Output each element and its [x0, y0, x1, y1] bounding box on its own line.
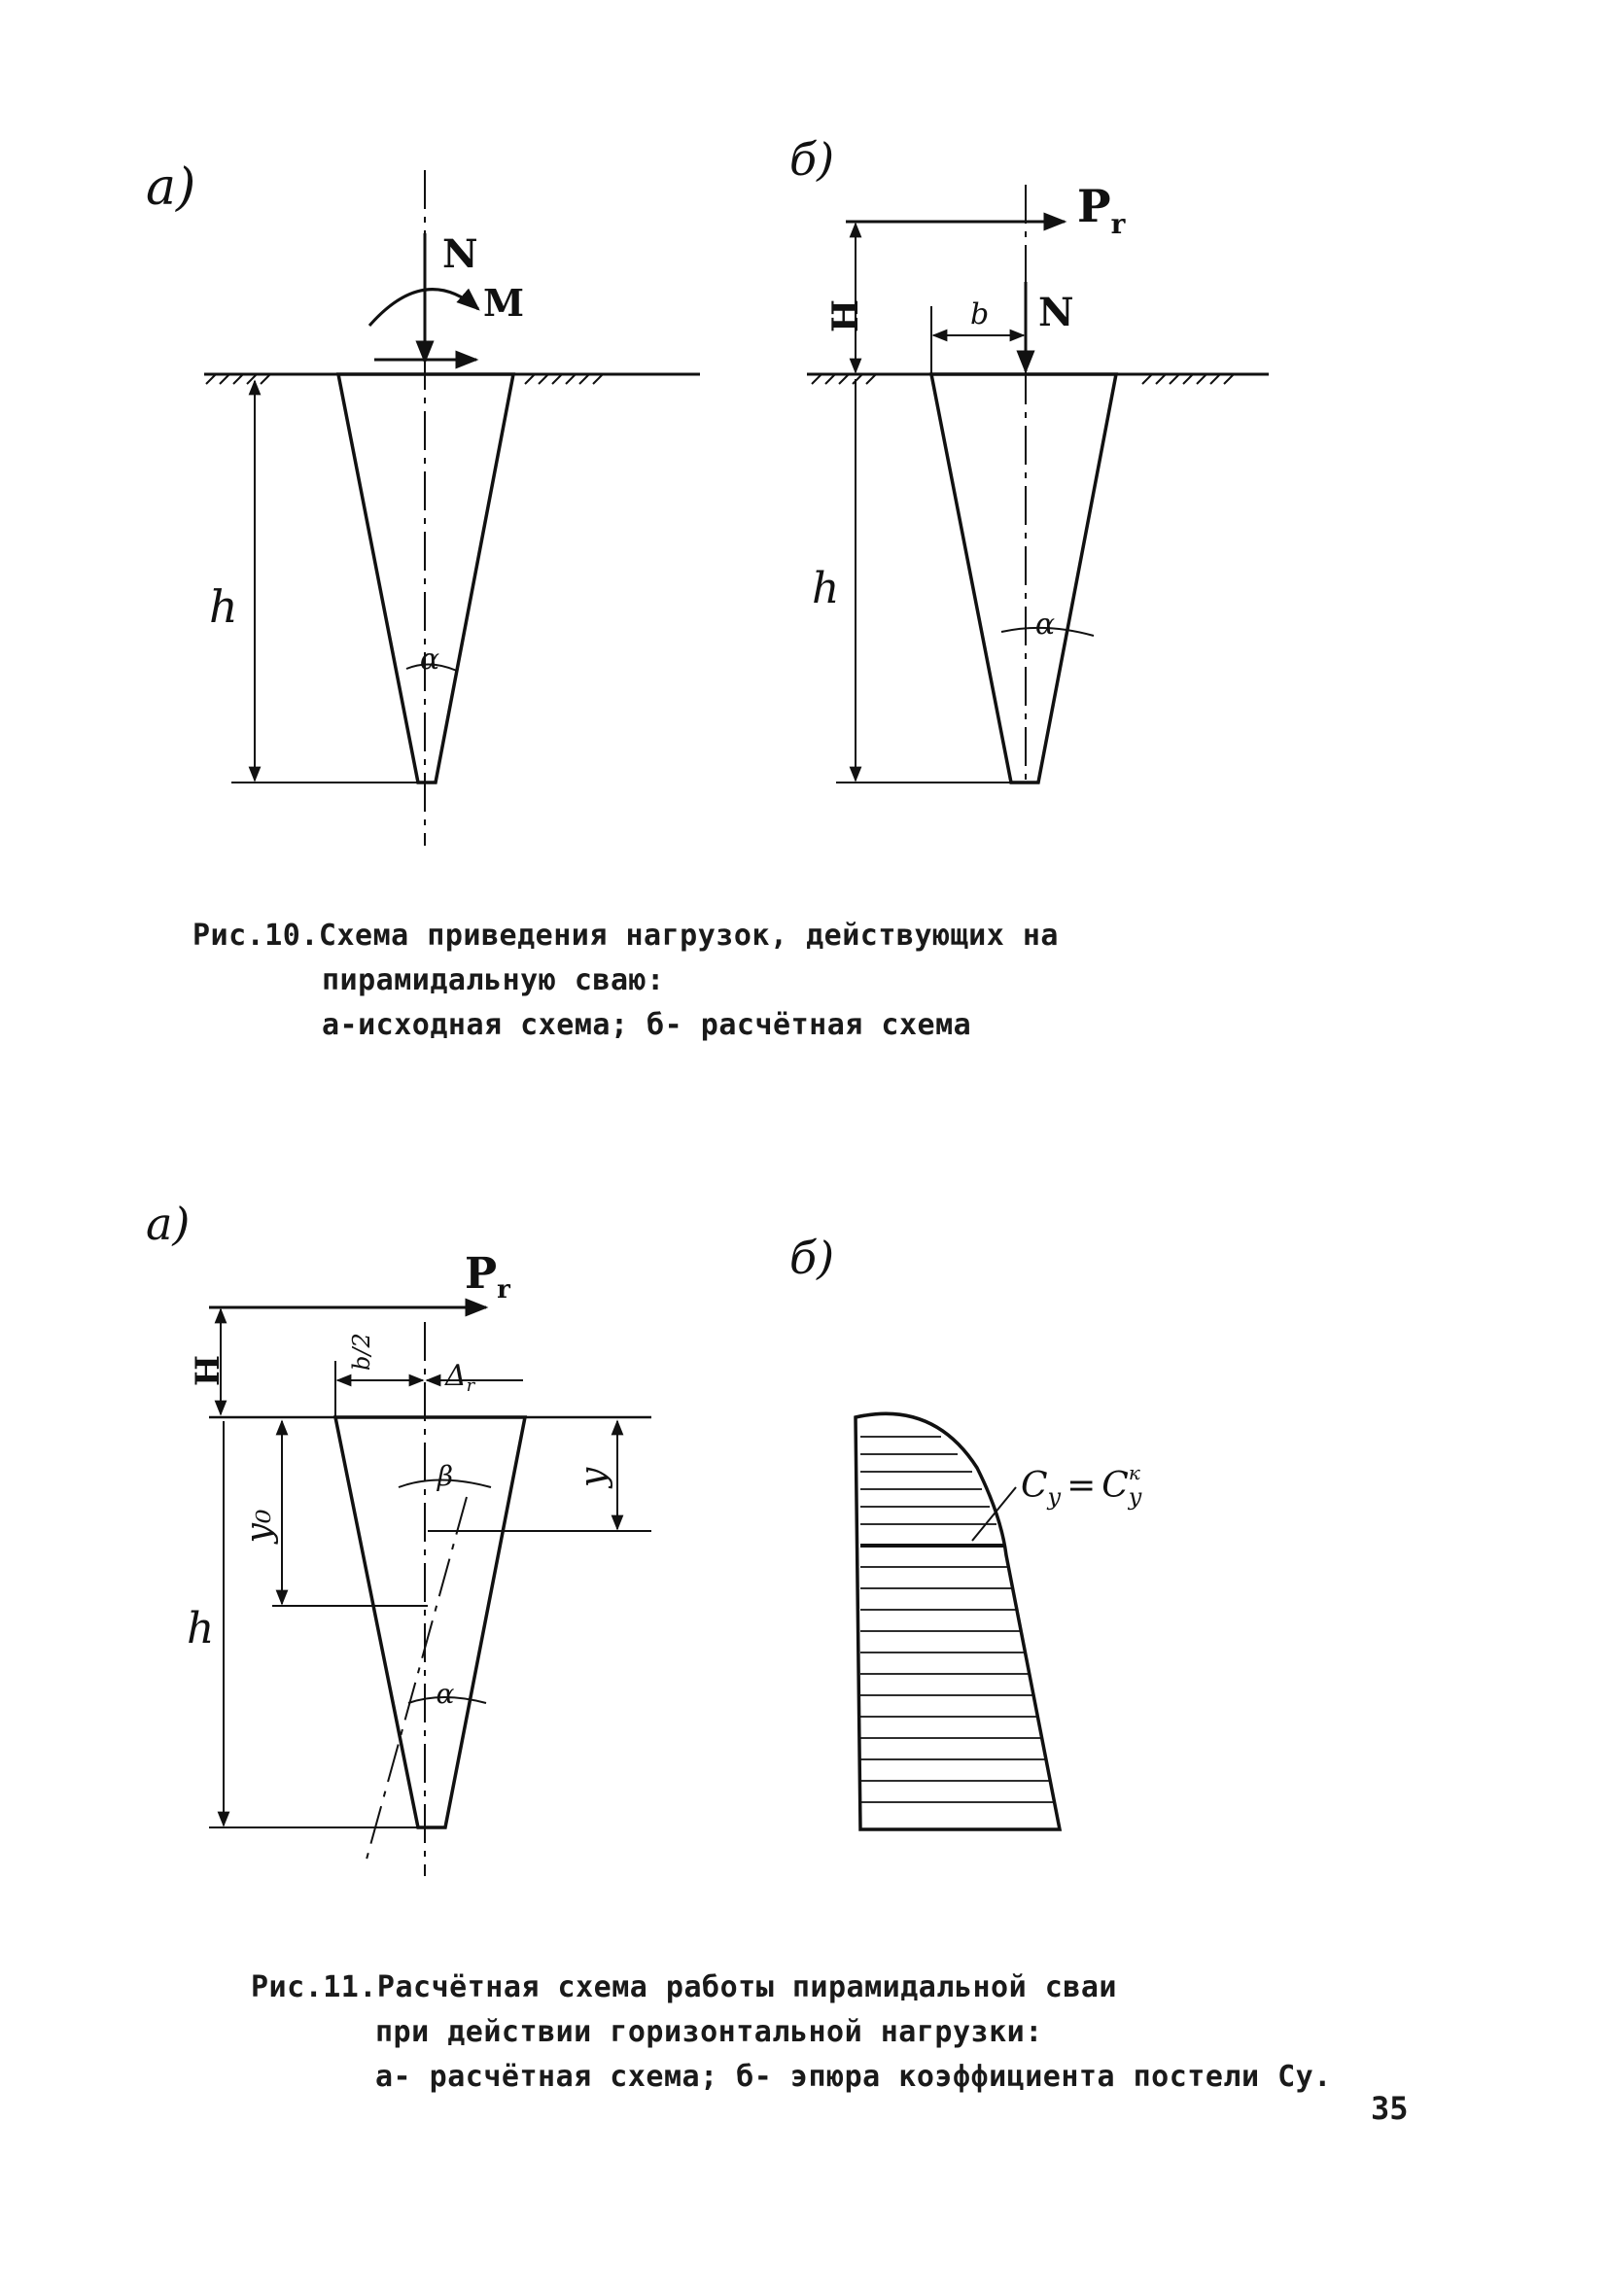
depth-label: h [812, 564, 840, 613]
force-n-label: N [442, 231, 478, 277]
depth-label: h [187, 1604, 215, 1653]
offset-label: b [970, 297, 990, 331]
panel-a-label: а) [146, 1198, 191, 1250]
caption-line-3: а-исходная схема; б- расчётная схема [322, 1008, 972, 1042]
page-number: 35 [1371, 2090, 1409, 2127]
pyramidal-pile [335, 1417, 525, 1827]
caption-line-2: пирамидальную сваю: [322, 963, 665, 997]
panel-b-label: б) [789, 1232, 835, 1284]
formula-cy: $C_y = C^к$ y [1021, 1461, 1142, 1511]
height-label: H [189, 1354, 227, 1387]
y0-label: y₀ [239, 1509, 279, 1544]
beta-label: β [437, 1460, 454, 1492]
angle-label: α [436, 1678, 455, 1710]
depth-label: h [209, 580, 238, 633]
caption-line-2: при действии горизонтальной нагрузки: [375, 2015, 1043, 2049]
height-label: H [825, 298, 866, 333]
half-width-label: b/2 [348, 1333, 375, 1371]
figure-11-caption [251, 1966, 1332, 2100]
caption-line-1: Рис.10.Схема приведения нагрузок, действующих на [192, 919, 1059, 953]
angle-label: α [419, 643, 440, 677]
angle-label: α [1034, 608, 1056, 642]
force-pr-label: $P_r$ [465, 1249, 510, 1305]
force-pr-label: $P_r$ [1077, 180, 1126, 240]
caption-line-1: Рис.11.Расчётная схема работы пирамидальной сваи [251, 1970, 1117, 2004]
figure-11-panel-b [789, 1232, 1142, 1829]
offset-label: $\Delta_r$ [445, 1359, 475, 1396]
y-label: y [574, 1467, 613, 1488]
panel-b-label: б) [789, 133, 835, 186]
panel-a-label: а) [146, 158, 196, 217]
figure-11-panel-a [146, 1198, 651, 1876]
formula-leader [972, 1487, 1016, 1541]
moment-m-label: M [483, 281, 525, 325]
caption-line-3: а- расчётная схема; б- эпюра коэффициента постели Cy. [375, 2060, 1332, 2094]
force-n-label: N [1038, 290, 1074, 335]
